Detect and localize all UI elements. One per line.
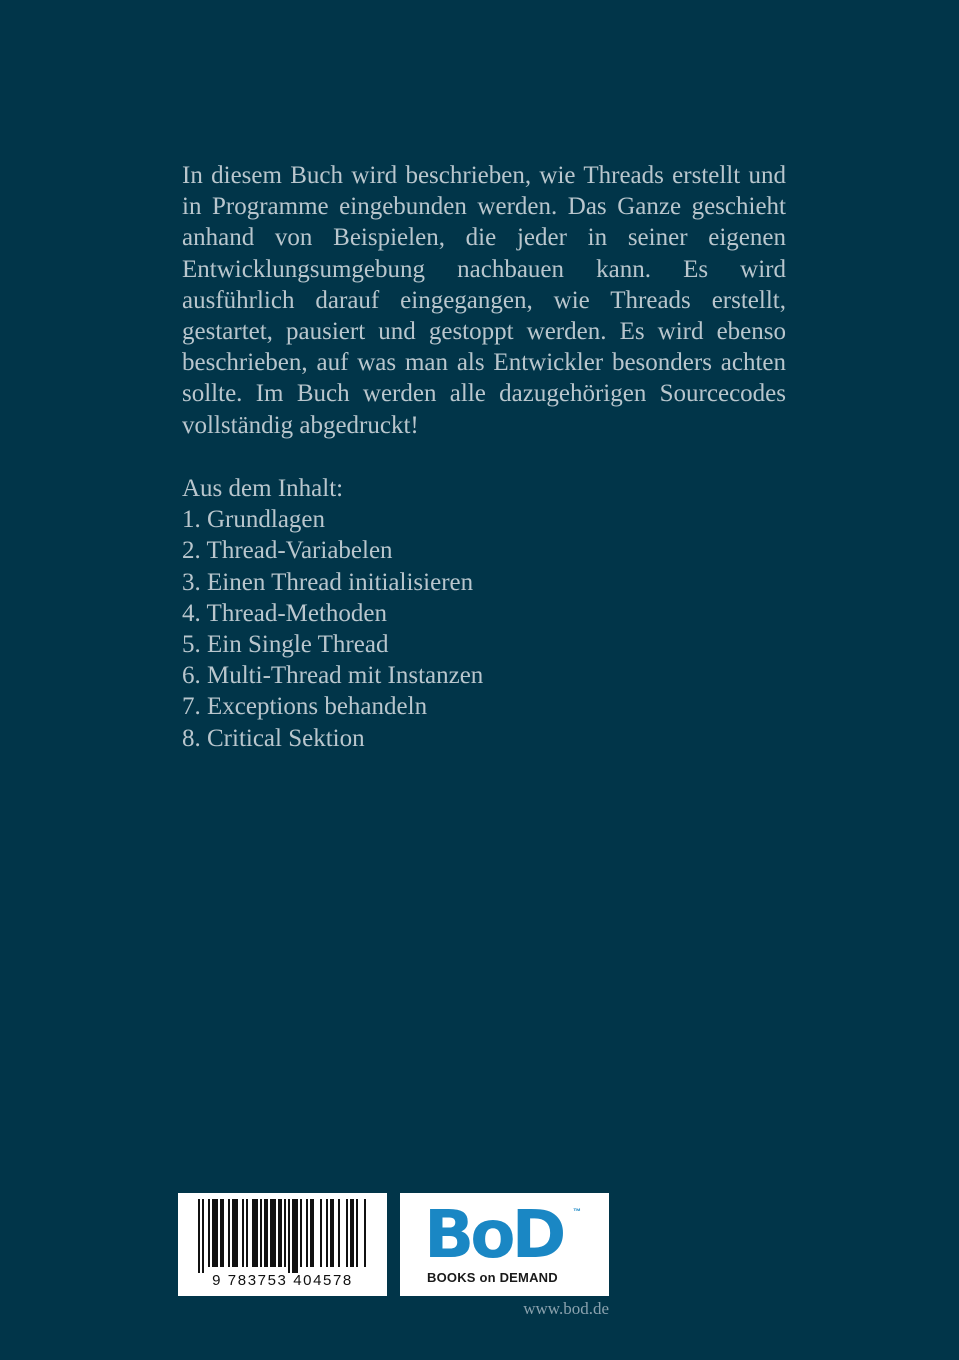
publisher-url: www.bod.de	[523, 1299, 609, 1318]
publisher-logo-box	[400, 1193, 609, 1296]
barcode-bar	[320, 1199, 322, 1267]
bod-logo: BoD	[424, 1196, 563, 1273]
barcode-bar	[232, 1199, 238, 1267]
barcode-bar	[350, 1199, 354, 1267]
barcode-bar	[292, 1199, 298, 1273]
contents-section	[182, 473, 786, 754]
trademark-mark: ™	[573, 1207, 581, 1216]
barcode-bar	[260, 1199, 262, 1267]
barcode-bar	[364, 1199, 366, 1267]
back-cover-description: In diesem Buch wird beschrieben, wie Threads erstellt und in Programme eingebunden werden. Das Ganze geschieht anhand von Beispielen, die jeder in seiner eigenen Entwicklungsumgebung nachbauen kann. Es wird ausführlich darauf eingegangen, wie Threads erstellt, gestartet, pausiert und gestoppt werden. Es wird ebenso beschrieben, auf was man als Entwickler besonders achten sollte. Im Buch werden alle dazugehörigen Sourcecodes vollständig abgedruckt!	[182, 162, 786, 439]
contents-item-6: 6. Multi-Thread mit Instanzen	[182, 662, 484, 690]
barcode-bars-icon	[198, 1199, 368, 1273]
contents-heading: Aus dem Inhalt:	[182, 475, 344, 502]
barcode-bar	[252, 1199, 258, 1267]
barcode-bar	[310, 1199, 314, 1267]
barcode-bar	[220, 1199, 224, 1267]
barcode-bar	[212, 1199, 218, 1267]
barcode-bar	[264, 1199, 268, 1267]
barcode-bar	[198, 1199, 200, 1273]
isbn-number: 9 783753 404578	[212, 1272, 353, 1289]
barcode-bar	[306, 1199, 308, 1267]
barcode-bar	[346, 1199, 348, 1267]
contents-item-8: 8. Critical Sektion	[182, 724, 365, 752]
barcode-bar	[202, 1199, 204, 1273]
barcode-bar	[278, 1199, 282, 1267]
contents-item-2: 2. Thread-Variabelen	[182, 537, 393, 565]
contents-list	[182, 504, 786, 754]
barcode-bar	[288, 1199, 290, 1273]
barcode-bar	[242, 1199, 244, 1267]
barcode-bar	[356, 1199, 358, 1267]
contents-item-7: 7. Exceptions behandeln	[182, 693, 428, 721]
barcode-bar	[284, 1199, 286, 1267]
barcode-bar	[228, 1199, 230, 1267]
contents-item-3: 3. Einen Thread initialisieren	[182, 568, 474, 596]
contents-item-4: 4. Thread-Methoden	[182, 599, 388, 627]
contents-item-5: 5. Ein Single Thread	[182, 631, 389, 659]
barcode-bar	[326, 1199, 328, 1267]
barcode-bar	[208, 1199, 210, 1267]
barcode-bar	[246, 1199, 248, 1267]
isbn-barcode	[178, 1193, 387, 1296]
contents-item-1: 1. Grundlagen	[182, 506, 326, 534]
barcode-bar	[330, 1199, 334, 1267]
barcode-bar	[338, 1199, 340, 1267]
barcode-bar	[270, 1199, 276, 1267]
barcode-bar	[300, 1199, 302, 1267]
publisher-tagline: BOOKS on DEMAND	[427, 1270, 558, 1285]
